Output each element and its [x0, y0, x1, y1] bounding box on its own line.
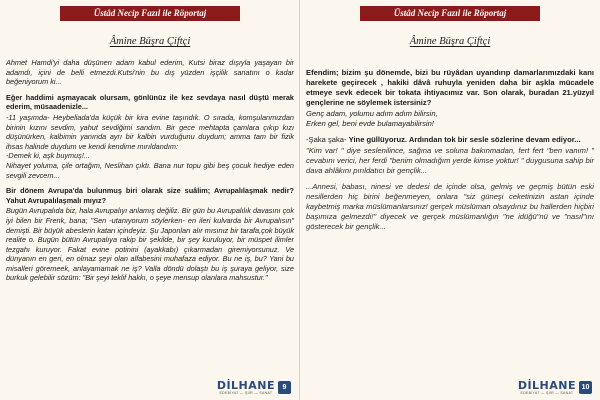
article-body — [6, 58, 294, 289]
answer-5: ...Annesi, babası, ninesi ve dedesi de içinde olsa, gelmiş ve geçmiş bütün eski nesillerden hiç birini beğenmeyen, onlara "siz güneşi ceketinizin astan içinde kaybetmiş marka müslümanlarsınız! gerçek müslüman olsaydınız bu hallerden hiçbiri başımıza gelmezdi!" diyecek ve gerçek müslümanlığın "ne idüğü"nü ve "nasıl"ını gösterecek bir gençlik... — [306, 182, 594, 231]
section-banner: Üstâd Necip Fazıl ile Röportaj — [60, 6, 240, 21]
logo-subtitle: EDEBİYAT — ŞİİR — SANAT — [520, 391, 574, 395]
author-name: Âmine Büşra Çiftçi — [109, 36, 191, 47]
dilhane-logo — [518, 378, 592, 396]
page-number: 9 — [278, 381, 291, 394]
logo-text: DİLHANE — [216, 379, 275, 392]
page-number: 10 — [579, 381, 592, 394]
article-body — [306, 68, 594, 238]
author-name: Âmine Büşra Çiftçi — [409, 36, 491, 47]
joke-lead: -Şaka şaka- — [306, 135, 347, 144]
question-3: Efendim; bizim şu dönemde, bizi bu rüyâdan uyandırıp damarlarımızdaki kanı harekete geçirecek , hakiki dâvâ ruhuyla yeniden daha bir aşkla mücadele etmeye sevk edecek bir tokata ihtiyacımız var. Son olarak, buradan 21.yüzyıl gençlerine ne söylemek istersiniz? — [306, 68, 594, 107]
answer-3b: Erken gel, beni evde bulamayabilirsin! — [306, 119, 434, 128]
question-2: Bir dönem Avrupa'da bulunmuş biri olarak size suâlim; Avrupalılaşmak nedir? Yahut Avrupalılaşmalı mıyız? — [6, 186, 294, 205]
logo-text: DİLHANE — [517, 379, 576, 392]
intro-paragraph: Ahmet Hamdi'yi daha düşünen adam kabul ederim, Kutsi biraz dışıyla yaşayan bir adamdı, içini de belli etmezdi.Kutsi'nin bu dış yüzden işçilik sanatını o kadar beğeniyorum ki... — [6, 58, 294, 87]
answer-1b: -Demek ki, aşk buymuş!... — [6, 151, 90, 161]
question-1: Eğer haddimi aşmayacak olursam, gönlünüz ile kez sevdaya nasıl düştü merak ederim, müsaadenizle... — [6, 92, 294, 112]
section-banner: Üstâd Necip Fazıl ile Röportaj — [360, 6, 540, 21]
answer-1: -11 yaşımda- Heybeliada'da küçük bir kira evine taşındık. O sırada, komşulanmızdan birinin kızını sevdim, yahut sevdiğimi sandım. Bir gece mehtapta çamlara çıkıp kızı düşünürken, kalbimin yanında ayrı bir kalbin vurduğunu duydum; amma tam bir fizik ihsas halinde duydum ve kendi kendime mırıldandım: — [6, 112, 294, 151]
answer-4-quote: "Kim var! " diye seslenilince, sağına ve soluna bakınmadan, fert fert "ben vanım! " cevabını verici, her ferdi "benim olmadığım yerde kimse yoktur! " duygusuna sahip bir dava ahlâkını pırıldatıcı bir gençlik... — [306, 146, 594, 175]
right-page — [300, 0, 600, 400]
narration-bold: Yine güllüyoruz. Ardından tok bir sesle sözlerine devam ediyor... — [348, 135, 581, 144]
answer-4-lead — [306, 135, 594, 145]
answer-1c: Nihayet yoluma, çile ortağım, Neslihan çıktı. Bana nur topu gibi beş çocuk hediye eden sevgili zevcem... — [6, 160, 294, 180]
dilhane-logo — [217, 378, 291, 396]
answer-3a: Genç adam, yolumu adım adım bilirsin, — [306, 109, 438, 118]
answer-2: Bugün Avrupalıda biz, hala Avrupalıyı anlamış değiliz. Bir gün bu Avrupalılık davasını çok iyi bilen bir Frenk, bana; "Sen -utanıyorum söylerken- en ileri kulvarda bir Avrupalısın" demişti. Bir büyük abeslerin katarı içindeyiz. Şu Japonları alır mısınız bir tarafa,çok büyük realite o. Bugün bütün Avrupalıya rakip bir şekilde, bir şey kuruluyor, bir müspet ilimler tezgahı kuruyor. Fakat evine potinini (ayakkabı) çıkarmadan giremiyorsunuz. Ve dünyanın en geri, en olmaz şeyi olan alfabesini muhafaza ediyor. Bu ne iş, bu? Yani bu misalleri göremeek, anlayamamak ne iş? Valla döndü dolaştı bu iş şuraya geliyor, size burkuk gelebilir sözüm: "Bir şeyi teklif hakkı, o şeye mensup olanlara mahsustur." — [6, 206, 294, 283]
logo-subtitle: EDEBİYAT — ŞİİR — SANAT — [219, 391, 273, 395]
